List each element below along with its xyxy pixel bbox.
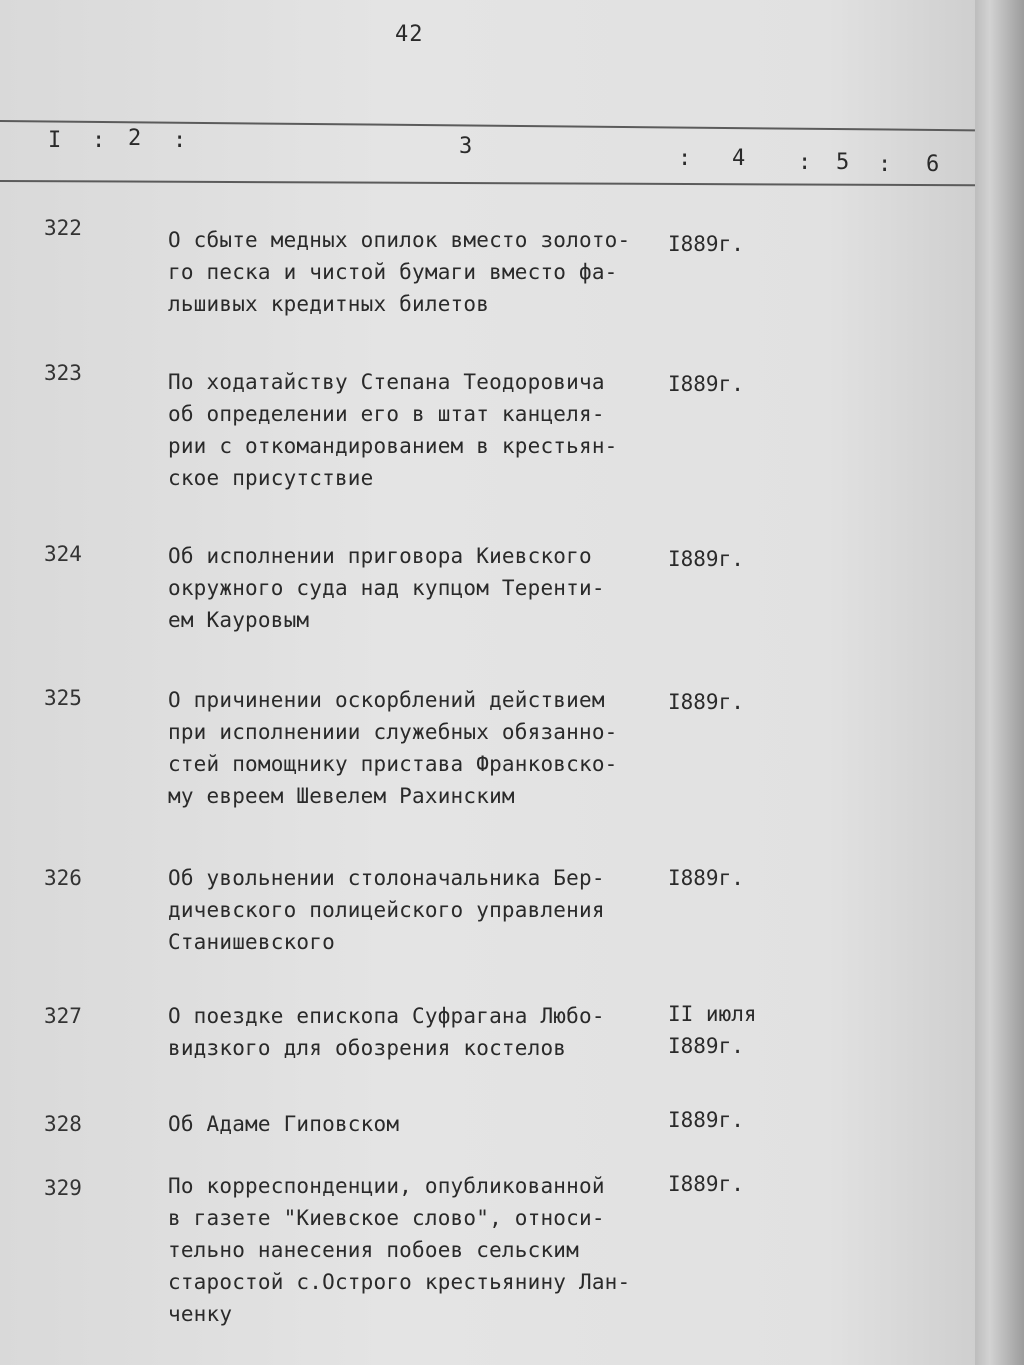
entry-text bbox=[168, 1000, 648, 1064]
page-number: 42 bbox=[395, 22, 424, 47]
entry-text-line: ем Кауровым bbox=[168, 608, 310, 632]
column-separator: : bbox=[92, 128, 106, 153]
entry-text-line: Об увольнении столоначальника Бер- bbox=[168, 866, 605, 890]
entry-number: 323 bbox=[44, 361, 82, 385]
header-bottom-rule bbox=[0, 180, 975, 186]
header-top-rule bbox=[0, 120, 975, 131]
entry-text bbox=[168, 540, 648, 636]
column-header-1: I bbox=[48, 128, 62, 153]
entry-text bbox=[168, 1170, 648, 1330]
entry-date: I889г. bbox=[668, 1172, 744, 1196]
entry-text-line: дичевского полицейского управления bbox=[168, 898, 605, 922]
entry-date: I889г. bbox=[668, 690, 744, 714]
entry-text-line: видзкого для обозрения костелов bbox=[168, 1036, 567, 1060]
entry-date: I889г. bbox=[668, 372, 744, 396]
entry-text-line: По ходатайству Степана Теодоровича bbox=[168, 370, 605, 394]
column-header-2: 2 bbox=[128, 126, 142, 151]
entry-text-line: об определении его в штат канцеля- bbox=[168, 402, 605, 426]
entry-text-line: при исполнениии служебных обязанно- bbox=[168, 720, 618, 744]
entry-text-line: О поездке епископа Суфрагана Любо- bbox=[168, 1004, 605, 1028]
entry-number: 328 bbox=[44, 1112, 82, 1136]
column-separator: : bbox=[798, 150, 812, 175]
entry-date bbox=[668, 998, 778, 1062]
entry-text-line: Станишевского bbox=[168, 930, 335, 954]
entry-text-line: му евреем Шевелем Рахинским bbox=[168, 784, 515, 808]
column-header-5: 5 bbox=[836, 150, 850, 175]
column-separator: : bbox=[878, 152, 892, 177]
entry-text bbox=[168, 862, 648, 958]
entry-text bbox=[168, 224, 648, 320]
entry-text bbox=[168, 366, 648, 494]
entry-text-line: Об Адаме Гиповском bbox=[168, 1112, 400, 1136]
entry-text-line: окружного суда над купцом Теренти- bbox=[168, 576, 605, 600]
entry-number: 324 bbox=[44, 542, 82, 566]
entry-date: I889г. bbox=[668, 547, 744, 571]
entry-text-line: По корреспонденции, опубликованной bbox=[168, 1174, 605, 1198]
entry-text-line: О причинении оскорблений действием bbox=[168, 688, 605, 712]
column-separator: : bbox=[678, 146, 692, 171]
entry-date-line: II июля bbox=[668, 1002, 757, 1026]
entry-text-line: ское присутствие bbox=[168, 466, 374, 490]
entry-text-line: тельно нанесения побоев сельским bbox=[168, 1238, 579, 1262]
entry-number: 325 bbox=[44, 686, 82, 710]
entry-number: 326 bbox=[44, 866, 82, 890]
entry-text-line: льшивых кредитных билетов bbox=[168, 292, 490, 316]
entry-text-line: рии с откомандированием в крестьян- bbox=[168, 434, 618, 458]
entry-text-line: ченку bbox=[168, 1302, 233, 1326]
entry-text-line: стей помощнику пристава Франковско- bbox=[168, 752, 618, 776]
entry-text bbox=[168, 684, 648, 812]
entry-text-line: О сбыте медных опилок вместо золото- bbox=[168, 228, 631, 252]
entry-text-line: го песка и чистой бумаги вместо фа- bbox=[168, 260, 618, 284]
entry-text-line: в газете "Киевское слово", относи- bbox=[168, 1206, 605, 1230]
column-header-6: 6 bbox=[926, 152, 940, 177]
entry-number: 327 bbox=[44, 1004, 82, 1028]
entry-text bbox=[168, 1108, 648, 1140]
entry-number: 322 bbox=[44, 216, 82, 240]
column-separator: : bbox=[173, 128, 187, 153]
entry-date: I889г. bbox=[668, 232, 744, 256]
entry-date: I889г. bbox=[668, 1108, 744, 1132]
column-header-3: 3 bbox=[459, 134, 473, 159]
entry-number: 329 bbox=[44, 1176, 82, 1200]
entry-text-line: старостой с.Острого крестьянину Лан- bbox=[168, 1270, 631, 1294]
entry-text-line: Об исполнении приговора Киевского bbox=[168, 544, 592, 568]
entry-date-line: I889г. bbox=[668, 1034, 744, 1058]
page-edge-shadow bbox=[975, 0, 1024, 1365]
column-header-4: 4 bbox=[732, 146, 746, 171]
entry-date: I889г. bbox=[668, 866, 744, 890]
